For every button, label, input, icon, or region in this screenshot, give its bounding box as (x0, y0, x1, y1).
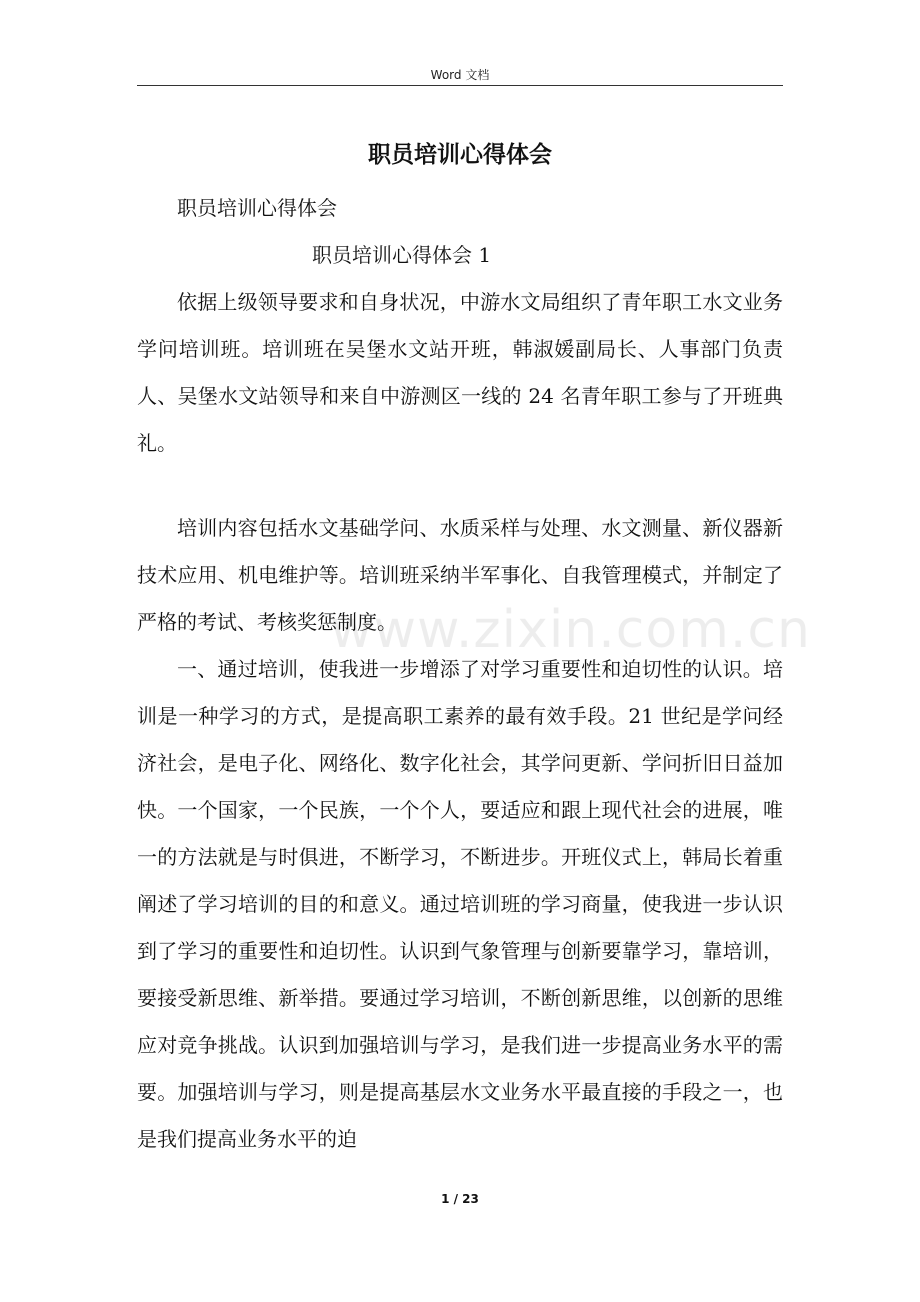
page-number: 1 / 23 (441, 1192, 479, 1206)
section-heading: 职员培训心得体会 (177, 196, 337, 220)
paragraph-1: 依据上级领导要求和自身状况，中游水文局组织了青年职工水文业务学问培训班。培训班在吴堡水文站开班，韩淑媛副局长、人事部门负责人、吴堡水文站领导和来自中游测区一线的 24 名青年职工参与了开班典礼。 (137, 290, 783, 455)
paragraph-spacer (137, 467, 783, 505)
header-divider (137, 85, 783, 86)
section-subheading: 职员培训心得体会 1 (312, 243, 492, 267)
document-body (137, 185, 783, 1163)
document-title: 职员培训心得体会 (368, 141, 552, 168)
watermark: www.zixin.com.cn (330, 600, 811, 660)
paragraph-2: 培训内容包括水文基础学问、水质采样与处理、水文测量、新仪器新技术应用、机电维护等。培训班采纳半军事化、自我管理模式，并制定了严格的考试、考核奖惩制度。 (137, 516, 783, 634)
paragraph-3: 一、通过培训，使我进一步增添了对学习重要性和迫切性的认识。培训是一种学习的方式，是提高职工素养的最有效手段。21 世纪是学问经济社会，是电子化、网络化、数字化社会，其学问更新、学问折旧日益加快。一个国家，一个民族，一个个人，要适应和跟上现代社会的进展，唯一的方法就是与时俱进，不断学习，不断进步。开班仪式上，韩局长着重阐述了学习培训的目的和意义。通过培训班的学习商量，使我进一步认识到了学习的重要性和迫切性。认识到气象管理与创新要靠学习，靠培训，要接受新思维、新举措。要通过学习培训，不断创新思维，以创新的思维应对竞争挑战。认识到加强培训与学习，是我们进一步提高业务水平的需要。加强培训与学习，则是提高基层水文业务水平最直接的手段之一，也是我们提高业务水平的迫 (137, 657, 783, 1151)
page-header: Word 文档 (430, 68, 490, 82)
